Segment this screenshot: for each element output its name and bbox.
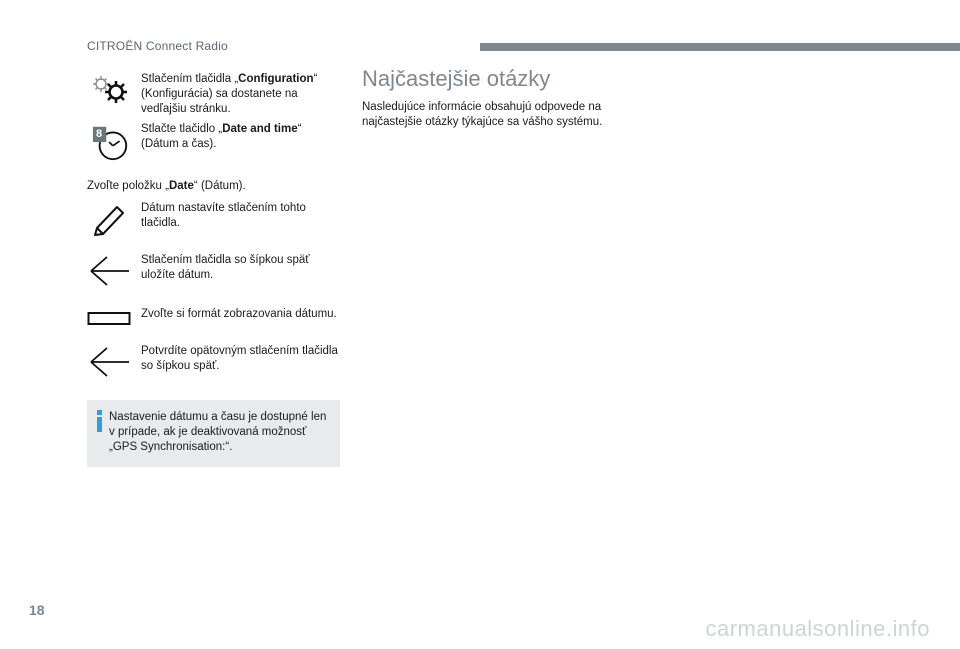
pencil-icon [87,201,135,241]
confirm-row [87,344,347,384]
faq-intro: Nasledujúce informácie obsahujú odpovede na najčastejšie otázky týkajúce sa vášho systému. [362,101,603,128]
confirm-text: Potvrdíte opätovným stlačením tlačidla so šípkou späť. [141,345,338,372]
time-badge: 8 [95,128,103,140]
format-text: Zvoľte si formát zobrazovania dátumu. [141,308,337,320]
select-date-text: Zvoľte položku „Date“ (Dátum). [87,180,246,192]
back-arrow-icon [87,344,135,384]
info-icon [93,410,107,432]
format-row [87,307,347,331]
edit-row [87,201,347,241]
header-brand: CITROËN Connect Radio [87,39,228,53]
back-arrow-icon [87,253,135,293]
header-bar [480,43,960,51]
back-row [87,253,347,293]
config-text: Stlačením tlačidla „Configuration“ (Konfigurácia) sa dostanete na vedľajšiu stránku. [141,73,318,115]
time-row [87,122,347,164]
faq-title: Najčastejšie otázky [362,66,551,91]
info-box [87,400,340,467]
gear-icon [87,72,135,112]
back-text: Stlačením tlačidla so šípkou späť uložíte dátum. [141,254,310,281]
config-row [87,72,347,115]
edit-text: Dátum nastavíte stlačením tohto tlačidla. [141,202,306,229]
page-number: 18 [29,602,45,618]
info-text: Nastavenie dátumu a času je dostupné len v prípade, ak je deaktivovaná možnosť „GPS Synchronisation:“. [109,411,327,453]
rectangle-icon [87,307,135,331]
watermark: carmanualsonline.info [705,616,930,641]
time-text: Stlačte tlačidlo „Date and time“ (Dátum a čas). [141,123,302,150]
